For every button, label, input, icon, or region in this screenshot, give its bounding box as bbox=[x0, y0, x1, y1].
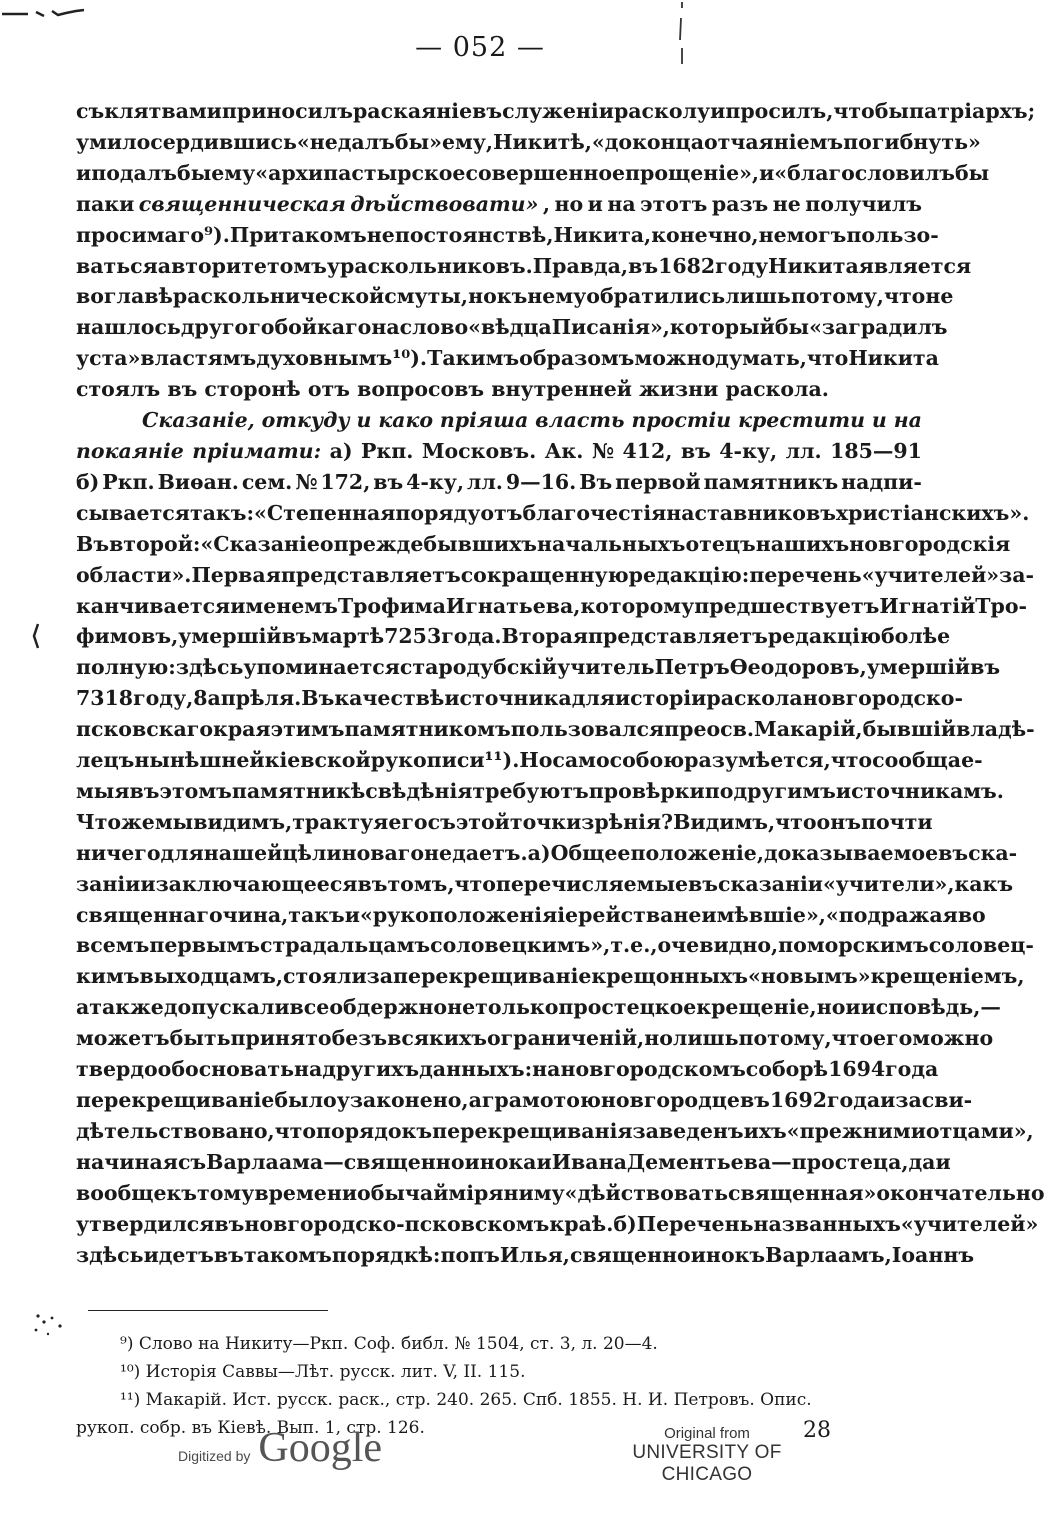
scan-artifact-icon bbox=[0, 2, 96, 22]
text-line: мыя въ этомъ памятникѣ свѣдѣнія требуютъ провѣрки по другимъ источникамъ. bbox=[76, 778, 1004, 803]
footnote-11: ¹¹) Макарій. Ист. русск. раск., стр. 240. 265. Спб. 1855. Н. И. Петровъ. Опис. bbox=[120, 1390, 812, 1410]
digitized-by-watermark bbox=[178, 1424, 382, 1472]
text-line: заніи и заключающееся въ томъ, что перечисляемые въ сказаніи «учители», какъ bbox=[76, 871, 1014, 896]
text-line: псковскаго края этимъ памятникомъ пользовался преосв. Макарій, бывшій владѣ- bbox=[76, 717, 1035, 742]
text-line: лецъ нынѣшней кіевской рукописи ¹¹). Но само собою разумѣется, что сообщае- bbox=[76, 748, 983, 773]
text-line: твердо обосновать на другихъ данныхъ: на новгородскомъ соборѣ 1694 года bbox=[76, 1057, 939, 1082]
footnote-9: ⁹) Слово на Никиту—Ркп. Соф. библ. № 1504, ст. 3, л. 20—4. bbox=[120, 1334, 658, 1354]
text-line: священнаго чина, такъ и «рукоположенія іерейства не имѣвшіе», «подражая во bbox=[76, 902, 986, 927]
text-line: покаяніе пріимати: а) Ркп. Московъ. Ак. № 412, въ 4-ку, лл. 185—91 bbox=[76, 438, 922, 463]
digitized-by-label: Digitized by bbox=[178, 1448, 251, 1464]
text-line: вообще къ тому времени обычай міряниму «дѣйствовать священная» окончательно bbox=[76, 1180, 1045, 1205]
text-line: полную: здѣсь упоминается стародубскій учитель Петръ Ѳеодоровъ, умершій въ bbox=[76, 655, 1001, 680]
text-line: уста» властямъ духовнымъ ¹⁰). Такимъ образомъ можно думать, что Никита bbox=[76, 346, 939, 371]
text-line: паки священническая дѣйствовати» , но и на этотъ разъ не получилъ bbox=[76, 191, 922, 216]
text-line: области». Первая представляетъ сокращенную редакцію: перечень «учителей» за- bbox=[76, 562, 1034, 587]
text-line: дѣтельствовано, что порядокъ перекрещиванія заведенъ ихъ «прежними отцами», bbox=[76, 1118, 1034, 1143]
text-line: здѣсь идетъ въ такомъ порядкѣ: попъ Илья, священноинокъ Варлаамъ, Іоаннъ bbox=[76, 1242, 975, 1267]
text-line: и подалъ бы ему «архипастырское совершенное прощеніе», и «благословилъ бы bbox=[76, 160, 990, 185]
scan-artifact-icon bbox=[672, 0, 692, 70]
text-line: сывается такъ: «Степенная по ряду отъ благочестія наставниковъ христіанскихъ». bbox=[76, 500, 1030, 525]
text-line: просимаго ⁹). При такомъ непостоянствѣ, Никита, конечно, не могъ пользо- bbox=[76, 222, 939, 247]
text-line: Сказаніе, откуду и како пріяша власть простіи крестити и на bbox=[142, 408, 922, 433]
original-from-watermark bbox=[587, 1425, 827, 1486]
footnote-11-continuation: рукоп. собр. въ Кіевѣ. Вып. 1, стр. 126. bbox=[76, 1418, 425, 1438]
text-line: б) Ркп. Виѳан. сем. № 172, въ 4-ку, лл. 9—16. Въ первой памятникъ надпи- bbox=[76, 469, 922, 494]
text-line: фимовъ, умершій въ мартѣ 7253 года. Вторая представляетъ редакцію болѣе bbox=[76, 624, 951, 649]
google-logo: Google bbox=[258, 1425, 383, 1471]
text-line: перекрещиваніе было узаконено, а грамотою новгородцевъ 1692 года и засви- bbox=[76, 1088, 973, 1112]
text-line: ничего для нашей цѣли новаго не даетъ. а) Общее положеніе, доказываемое въ ска- bbox=[76, 840, 1018, 865]
text-line: начиная съ Варлаама—священноинока и Ивана Дементьева—простеца, да и bbox=[76, 1149, 951, 1174]
text-line: Что же мы видимъ, трактуя его съ этой точки зрѣнія? Видимъ, что онъ почти bbox=[76, 809, 933, 834]
text-line: канчивается именемъ Трофима Игнатьева, которому предшествуетъ Игнатій Тро- bbox=[76, 593, 1028, 618]
footnote-rule bbox=[88, 1310, 328, 1311]
text-line: съ клятвами приносилъ раскаяніе въ служеніи расколу и просилъ, чтобы патріархъ; bbox=[76, 99, 1036, 123]
institution-name: UNIVERSITY OF CHICAGO bbox=[632, 1442, 782, 1485]
text-line: кимъ выходцамъ, стояли за перекрещиваніе крещонныхъ «новымъ» крещеніемъ, bbox=[76, 964, 1025, 989]
text-line: умилосердившись «не далъ бы» ему, Никитѣ, «до конца отчаяніемъ погибнуть» bbox=[76, 129, 981, 154]
text-line: можетъ быть принято безъ всякихъ ограниченій, но лишь потому, что его можно bbox=[76, 1026, 994, 1051]
scan-artifact-icon bbox=[30, 1310, 70, 1340]
text-line: всемъ первымъ страдальцамъ соловецкимъ», т. е., очевидно, поморскимъ соловец- bbox=[76, 933, 1034, 958]
text-line: стоялъ въ сторонѣ отъ вопросовъ внутренней жизни раскола. bbox=[76, 377, 829, 402]
footnote-10: ¹⁰) Исторія Саввы—Лѣт. русск. лит. V, II. 115. bbox=[120, 1362, 526, 1382]
text-line: а также допускали всеобдержно не только простецкое крещеніе, но и исповѣдь,— bbox=[76, 995, 1001, 1020]
page-number: — 052 — bbox=[415, 32, 545, 63]
margin-mark-icon bbox=[30, 622, 42, 650]
body-text bbox=[76, 96, 1045, 1270]
text-line: нашлось другого бойкаго на слово «вѣдца Писанія», который бы «заградилъ bbox=[76, 315, 948, 340]
original-from-label: Original from bbox=[664, 1425, 750, 1442]
text-line: 7318 году, 8 апрѣля. Въ качествѣ источника для исторіи раскола новгородско- bbox=[76, 686, 963, 711]
text-line: утвердился въ новгородско-псковскомъ краѣ. б) Перечень названныхъ «учителей» bbox=[76, 1211, 1039, 1236]
text-line: ваться авторитетомъ у раскольниковъ. Правда, въ 1682 году Никита является bbox=[76, 253, 972, 278]
signature-mark: 28 bbox=[803, 1418, 831, 1443]
text-line: во главѣ раскольнической смуты, но къ нему обратились лишь потому, что не bbox=[76, 284, 954, 309]
text-line: Въ второй: «Сказаніе о прежде бывшихъ начальныхъ отецъ нашихъ новгородскія bbox=[76, 531, 1011, 556]
